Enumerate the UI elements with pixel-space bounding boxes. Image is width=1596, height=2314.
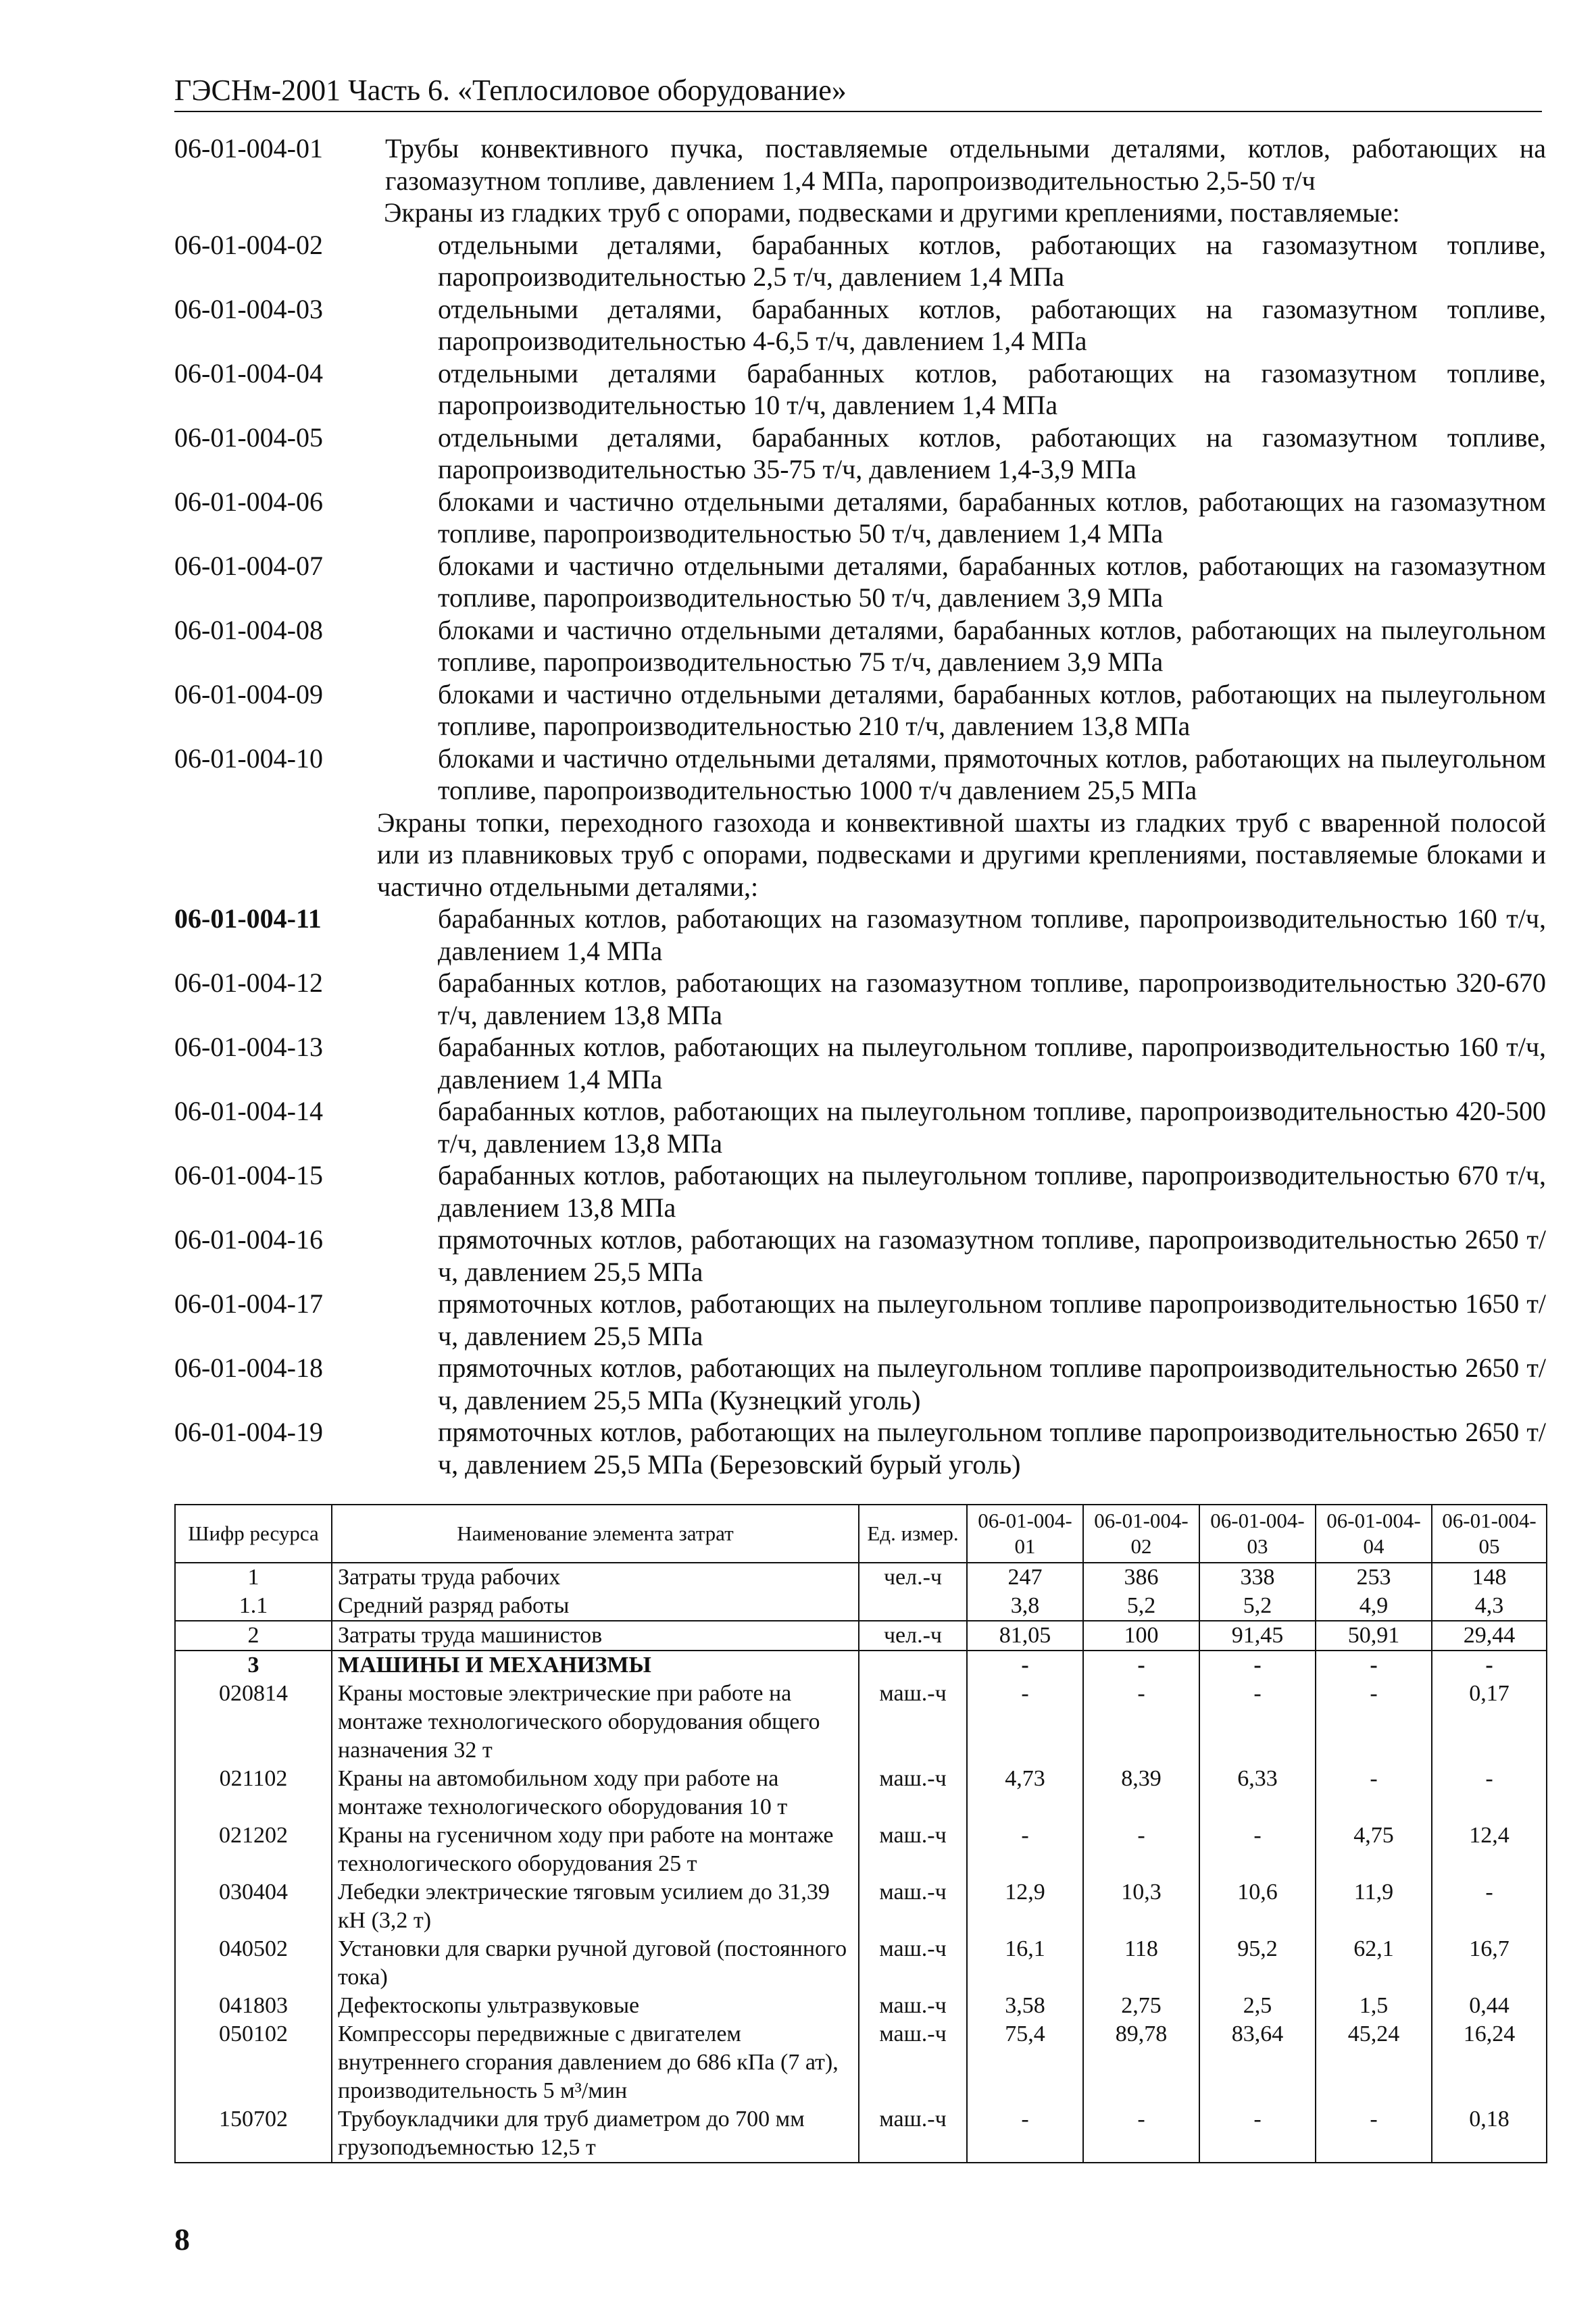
entry-description: барабанных котлов, работающих на газомазутном топливе, паропроизводительностью 160 т/ч, давлением 1,4 МПа [438, 903, 1546, 966]
resource-entry [174, 422, 1546, 486]
cell-name: МАШИНЫ И МЕХАНИЗМЫ [332, 1651, 859, 1680]
entry-description: блоками и частично отдельными деталями, барабанных котлов, работающих на газомазутном топливе, паропроизводительностью 50 т/ч, давлением 3,9 МПа [438, 550, 1546, 613]
resource-entry [174, 743, 1546, 807]
cell-name: Средний разряд работы [332, 1592, 859, 1621]
cell-value: 75,4 [967, 2020, 1083, 2105]
cell-value: - [967, 2105, 1083, 2163]
cell-name: Затраты труда машинистов [332, 1621, 859, 1651]
cell-value: 148 [1432, 1563, 1547, 1592]
table-row [175, 2105, 1547, 2163]
entry-description: блоками и частично отдельными деталями, барабанных котлов, работающих на пылеугольном топливе, паропроизводительностью 210 т/ч, давлением 13,8 МПа [438, 678, 1546, 741]
col-header-norm-5: 06-01-004-05 [1432, 1505, 1547, 1563]
table-row [175, 1563, 1547, 1592]
cell-unit: маш.-ч [859, 1878, 967, 1935]
cell-value: 253 [1316, 1563, 1432, 1592]
entry-code: 06-01-004-07 [174, 550, 323, 581]
entry-code: 06-01-004-16 [174, 1224, 323, 1255]
cell-value: - [1083, 1821, 1199, 1878]
header-title: ГЭСНм-2001 Часть 6. «Теплосиловое оборудование» [174, 74, 847, 107]
cell-value: 386 [1083, 1563, 1199, 1592]
cell-code: 040502 [175, 1935, 332, 1992]
cell-value: 5,2 [1083, 1592, 1199, 1621]
cell-value: 62,1 [1316, 1935, 1432, 1992]
col-header-norm-4: 06-01-004-04 [1316, 1505, 1432, 1563]
resource-entry [174, 1352, 1546, 1416]
cost-table [174, 1504, 1547, 2163]
cell-value: 16,7 [1432, 1935, 1547, 1992]
cell-code: 3 [175, 1651, 332, 1680]
cell-value: 2,5 [1199, 1992, 1316, 2020]
cell-value: 8,39 [1083, 1765, 1199, 1821]
page-header [174, 70, 1542, 112]
table-body [175, 1563, 1547, 2163]
cell-value: - [1432, 1878, 1547, 1935]
entry-code: 06-01-004-06 [174, 486, 323, 517]
cell-value: 0,44 [1432, 1992, 1547, 2020]
cell-value: - [1199, 1651, 1316, 1680]
cell-name: Компрессоры передвижные с двигателем внутреннего сгорания давлением до 686 кПа (7 ат), производительность 5 м³/мин [332, 2020, 859, 2105]
resource-entry [174, 1095, 1546, 1159]
cell-value: 247 [967, 1563, 1083, 1592]
cell-value: - [1083, 2105, 1199, 2163]
resource-entry [174, 357, 1546, 422]
cell-value: 10,6 [1199, 1878, 1316, 1935]
table-row [175, 1878, 1547, 1935]
resource-entry [174, 967, 1546, 1031]
resource-entry [174, 614, 1546, 678]
entry-code: 06-01-004-17 [174, 1288, 323, 1319]
entry-description: барабанных котлов, работающих на пылеугольном топливе, паропроизводительностью 160 т/ч, давлением 1,4 МПа [438, 1032, 1546, 1095]
cell-value: 0,17 [1432, 1680, 1547, 1765]
cell-name: Установки для сварки ручной дуговой (постоянного тока) [332, 1935, 859, 1992]
cell-value: - [1316, 1765, 1432, 1821]
entry-description: Трубы конвективного пучка, поставляемые отдельными деталями, котлов, работающих на газомазутном топливе, давлением 1,4 МПа, паропроизводительностью 2,5-50 т/ч [385, 133, 1546, 196]
cell-code: 1 [175, 1563, 332, 1592]
resource-entry [174, 132, 1546, 197]
cell-unit: чел.-ч [859, 1621, 967, 1651]
cell-value: - [1199, 1821, 1316, 1878]
cell-value: 2,75 [1083, 1992, 1199, 2020]
entry-code: 06-01-004-03 [174, 293, 323, 324]
entry-code: 06-01-004-19 [174, 1417, 323, 1447]
cell-value: - [1316, 2105, 1432, 2163]
cell-name: Краны на гусеничном ходу при работе на монтаже технологического оборудования 25 т [332, 1821, 859, 1878]
table-row [175, 1651, 1547, 1680]
cell-value: 16,1 [967, 1935, 1083, 1992]
cell-value: 45,24 [1316, 2020, 1432, 2105]
entry-description: барабанных котлов, работающих на газомазутном топливе, паропроизводительностью 320-670 т/ч, давлением 13,8 МПа [438, 967, 1546, 1030]
cell-value: 1,5 [1316, 1992, 1432, 2020]
cell-value: 95,2 [1199, 1935, 1316, 1992]
cell-unit: маш.-ч [859, 1992, 967, 2020]
entry-code: 06-01-004-15 [174, 1160, 323, 1190]
entry-code: 06-01-004-11 [174, 903, 322, 934]
resource-entry [174, 293, 1546, 357]
cell-value: 10,3 [1083, 1878, 1199, 1935]
cell-value: 3,58 [967, 1992, 1083, 2020]
col-header-code: Шифр ресурса [175, 1505, 332, 1563]
entry-description: блоками и частично отдельными деталями, прямоточных котлов, работающих на пылеугольном топливе, паропроизводительностью 1000 т/ч давлением 25,5 МПа [438, 743, 1546, 805]
cell-name: Затраты труда рабочих [332, 1563, 859, 1592]
resource-entry [174, 229, 1546, 293]
cell-code: 021202 [175, 1821, 332, 1878]
resource-entry [174, 678, 1546, 743]
cell-name: Дефектоскопы ультразвуковые [332, 1992, 859, 2020]
cell-unit: маш.-ч [859, 1680, 967, 1765]
cell-value: - [1083, 1651, 1199, 1680]
cell-value: - [1432, 1765, 1547, 1821]
cell-code: 021102 [175, 1765, 332, 1821]
cell-value: 6,33 [1199, 1765, 1316, 1821]
cell-unit [859, 1592, 967, 1621]
resource-entry [174, 1031, 1546, 1095]
table-row [175, 1992, 1547, 2020]
entry-code: 06-01-004-13 [174, 1032, 323, 1062]
cell-name: Трубоукладчики для труб диаметром до 700 мм грузоподъемностью 12,5 т [332, 2105, 859, 2163]
cell-value: - [967, 1680, 1083, 1765]
cell-value: 89,78 [1083, 2020, 1199, 2105]
resource-entry [174, 903, 1546, 967]
cell-value: 29,44 [1432, 1621, 1547, 1651]
entry-description: прямоточных котлов, работающих на газомазутном топливе, паропроизводительностью 2650 т/ч, давлением 25,5 МПа [438, 1224, 1546, 1287]
entry-code: 06-01-004-12 [174, 967, 323, 998]
resource-entries-list [174, 132, 1546, 1480]
cell-unit: чел.-ч [859, 1563, 967, 1592]
cell-code: 030404 [175, 1878, 332, 1935]
cell-code: 050102 [175, 2020, 332, 2105]
resource-entry [174, 550, 1546, 614]
entry-description: отдельными деталями барабанных котлов, работающих на газомазутном топливе, паропроизводительностью 10 т/ч, давлением 1,4 МПа [438, 357, 1546, 420]
cell-name: Лебедки электрические тяговым усилием до 31,39 кН (3,2 т) [332, 1878, 859, 1935]
entry-code: 06-01-004-09 [174, 678, 323, 709]
cell-value: 118 [1083, 1935, 1199, 1992]
table-row [175, 2020, 1547, 2105]
cell-value: 12,9 [967, 1878, 1083, 1935]
resource-entry [174, 1416, 1546, 1480]
cell-value: - [967, 1651, 1083, 1680]
cell-name: Краны на автомобильном ходу при работе на монтаже технологического оборудования 10 т [332, 1765, 859, 1821]
cell-value: 4,3 [1432, 1592, 1547, 1621]
cell-unit [859, 1651, 967, 1680]
cell-unit: маш.-ч [859, 1935, 967, 1992]
col-header-unit: Ед. измер. [859, 1505, 967, 1563]
cell-unit: маш.-ч [859, 2020, 967, 2105]
entry-code: 06-01-004-14 [174, 1096, 323, 1126]
entry-code: 06-01-004-04 [174, 357, 323, 388]
cell-name: Краны мостовые электрические при работе на монтаже технологического оборудования общего назначения 32 т [332, 1680, 859, 1765]
cell-code: 2 [175, 1621, 332, 1651]
table-row [175, 1765, 1547, 1821]
cell-value: - [1199, 2105, 1316, 2163]
entry-description: прямоточных котлов, работающих на пылеугольном топливе паропроизводительностью 1650 т/ч, давлением 25,5 МПа [438, 1288, 1546, 1351]
cell-unit: маш.-ч [859, 1765, 967, 1821]
col-header-norm-3: 06-01-004-03 [1199, 1505, 1316, 1563]
cell-value: 0,18 [1432, 2105, 1547, 2163]
entry-description: блоками и частично отдельными деталями, барабанных котлов, работающих на пылеугольном топливе, паропроизводительностью 75 т/ч, давлением 3,9 МПа [438, 614, 1546, 677]
cell-code: 041803 [175, 1992, 332, 2020]
section-heading-text: Экраны из гладких труб с опорами, подвесками и другими креплениями, поставляемые: [384, 197, 1400, 228]
page-number: 8 [174, 2222, 190, 2257]
entry-code: 06-01-004-02 [174, 229, 323, 260]
cell-value: - [1083, 1680, 1199, 1765]
table-row [175, 1592, 1547, 1621]
cell-value: 4,73 [967, 1765, 1083, 1821]
resource-entry [174, 1288, 1546, 1352]
cell-value: 83,64 [1199, 2020, 1316, 2105]
cell-value: 4,9 [1316, 1592, 1432, 1621]
table-row [175, 1935, 1547, 1992]
cell-value: 16,24 [1432, 2020, 1547, 2105]
entry-code: 06-01-004-10 [174, 743, 323, 774]
entry-description: отдельными деталями, барабанных котлов, работающих на газомазутном топливе, паропроизводительностью 35-75 т/ч, давлением 1,4-3,9 МПа [438, 422, 1546, 484]
cell-unit: маш.-ч [859, 1821, 967, 1878]
cell-value: 5,2 [1199, 1592, 1316, 1621]
entry-code: 06-01-004-05 [174, 422, 323, 453]
cell-value: 338 [1199, 1563, 1316, 1592]
cell-value: 11,9 [1316, 1878, 1432, 1935]
entry-description: прямоточных котлов, работающих на пылеугольном топливе паропроизводительностью 2650 т/ч, давлением 25,5 МПа (Кузнецкий уголь) [438, 1353, 1546, 1415]
entry-description: барабанных котлов, работающих на пылеугольном топливе, паропроизводительностью 420-500 т/ч, давлением 13,8 МПа [438, 1096, 1546, 1159]
resource-entry [174, 486, 1546, 550]
entry-description: отдельными деталями, барабанных котлов, работающих на газомазутном топливе, паропроизводительностью 2,5 т/ч, давлением 1,4 МПа [438, 229, 1546, 292]
cell-code: 020814 [175, 1680, 332, 1765]
table-header-row [175, 1505, 1547, 1563]
cell-value: - [967, 1821, 1083, 1878]
entry-code: 06-01-004-01 [174, 133, 323, 164]
section-heading [174, 807, 1546, 903]
cell-unit: маш.-ч [859, 2105, 967, 2163]
section-heading-text: Экраны топки, переходного газохода и конвективной шахты из гладких труб с вваренной полосой или из плавниковых труб с опорами, подвесками и другими креплениями, поставляемые блоками и частично отдельными деталями,: [377, 807, 1546, 902]
cell-value: - [1316, 1680, 1432, 1765]
cell-value: - [1199, 1680, 1316, 1765]
cell-value: 91,45 [1199, 1621, 1316, 1651]
col-header-name: Наименование элемента затрат [332, 1505, 859, 1563]
entry-description: прямоточных котлов, работающих на пылеугольном топливе паропроизводительностью 2650 т/ч, давлением 25,5 МПа (Березовский бурый уголь) [438, 1417, 1546, 1480]
resource-entry [174, 1224, 1546, 1288]
entry-description: блоками и частично отдельными деталями, барабанных котлов, работающих на газомазутном топливе, паропроизводительностью 50 т/ч, давлением 1,4 МПа [438, 486, 1546, 549]
cell-value: 3,8 [967, 1592, 1083, 1621]
entry-code: 06-01-004-18 [174, 1353, 323, 1383]
cell-value: 4,75 [1316, 1821, 1432, 1878]
cell-value: 100 [1083, 1621, 1199, 1651]
cell-value: 12,4 [1432, 1821, 1547, 1878]
resource-entry [174, 1159, 1546, 1224]
table-row [175, 1621, 1547, 1651]
cell-code: 150702 [175, 2105, 332, 2163]
cell-value: 50,91 [1316, 1621, 1432, 1651]
section-heading [174, 197, 1546, 229]
cell-value: - [1432, 1651, 1547, 1680]
cell-value: - [1316, 1651, 1432, 1680]
cell-code: 1.1 [175, 1592, 332, 1621]
col-header-norm-2: 06-01-004-02 [1083, 1505, 1199, 1563]
entry-code: 06-01-004-08 [174, 614, 323, 645]
table-row [175, 1680, 1547, 1765]
entry-description: отдельными деталями, барабанных котлов, работающих на газомазутном топливе, паропроизводительностью 4-6,5 т/ч, давлением 1,4 МПа [438, 293, 1546, 356]
entry-description: барабанных котлов, работающих на пылеугольном топливе, паропроизводительностью 670 т/ч, давлением 13,8 МПа [438, 1160, 1546, 1223]
cell-value: 81,05 [967, 1621, 1083, 1651]
table-row [175, 1821, 1547, 1878]
col-header-norm-1: 06-01-004-01 [967, 1505, 1083, 1563]
